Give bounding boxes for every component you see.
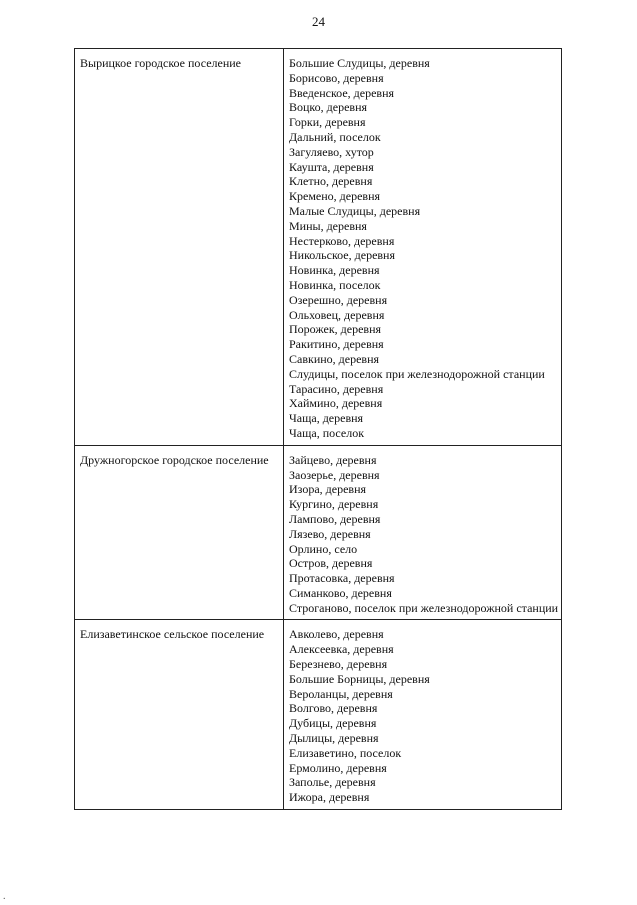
locality-item: Орлино, село [289,541,358,556]
locality-item: Новинка, деревня [289,263,380,278]
locality-item: Большие Слудицы, деревня [289,56,430,70]
locality-item: Введенское, деревня [289,85,395,100]
locality-item: Дальний, поселок [289,129,381,144]
table-row [75,620,562,810]
locality-item: Ермолино, деревня [289,760,387,775]
locality-item: Новинка, поселок [289,277,381,292]
locality-item: Лампово, деревня [289,511,381,526]
locality-item: Загуляево, хутор [289,144,374,159]
locality-item: Хаймино, деревня [289,396,383,411]
locality-item: Савкино, деревня [289,351,380,366]
locality-item: Дубицы, деревня [289,716,377,731]
table-row [75,445,562,620]
locality-item: Слудицы, поселок при железнодорожной станции [289,366,545,381]
locality-item: Малые Слудицы, деревня [289,203,421,218]
locality-item: Кауштa, деревня [289,159,374,174]
locality-item: Остров, деревня [289,556,373,571]
locality-item: Зайцево, деревня [289,452,377,467]
locality-item: Чаща, поселок [289,425,365,440]
locality-item: Кургино, деревня [289,497,379,512]
locality-item: Авколево, деревня [289,627,384,642]
locality-item: Березнево, деревня [289,657,388,672]
table-body [75,49,562,810]
locality-item: Порожек, деревня [289,322,382,337]
stray-mark: . [3,891,6,902]
locality-item: Лязево, деревня [289,526,371,541]
locality-item: Горки, деревня [289,115,366,130]
locality-item: Борисово, деревня [289,70,384,85]
locality-item: Ракитино, деревня [289,337,384,352]
locality-item: Вероланцы, деревня [289,686,393,701]
locality-item: Елизаветино, поселок [289,745,402,760]
locality-item: Строганово, поселок при железнодорожной станции [289,600,559,615]
locality-item: Изора, деревня [289,482,367,497]
table-row [75,49,562,446]
municipality-name: Дружногорское городское поселение [75,445,284,620]
locality-item: Клетно, деревня [289,174,373,189]
locality-item: Чаща, деревня [289,411,364,426]
municipality-name: Елизаветинское сельское поселение [75,620,284,810]
locality-item: Большие Борницы, деревня [289,671,430,686]
locality-item: Алексеевка, деревня [289,642,394,657]
locality-item: Тарасино, деревня [289,381,384,396]
locality-item: Заозерье, деревня [289,467,380,482]
locality-item: Ижора, деревня [289,790,370,805]
locality-item: Нестерково, деревня [289,233,395,248]
localities-cell [284,49,562,446]
page-number: 24 [312,14,325,29]
localities-cell [284,620,562,810]
locality-item: Кремено, деревня [289,189,381,204]
locality-item: Протасовка, деревня [289,571,395,586]
locality-item: Заполье, деревня [289,775,376,790]
settlements-table [74,48,562,810]
locality-item: Дылицы, деревня [289,731,379,746]
locality-item: Воцко, деревня [289,100,368,115]
locality-item: Никольское, деревня [289,248,395,263]
locality-item: Мины, деревня [289,218,367,233]
localities-cell [284,445,562,620]
locality-item: Ольховец, деревня [289,307,385,322]
municipality-name: Вырицкое городское поселение [75,49,284,446]
locality-item: Волгово, деревня [289,701,378,716]
locality-item: Озерешно, деревня [289,292,388,307]
locality-item: Симанково, деревня [289,585,392,600]
